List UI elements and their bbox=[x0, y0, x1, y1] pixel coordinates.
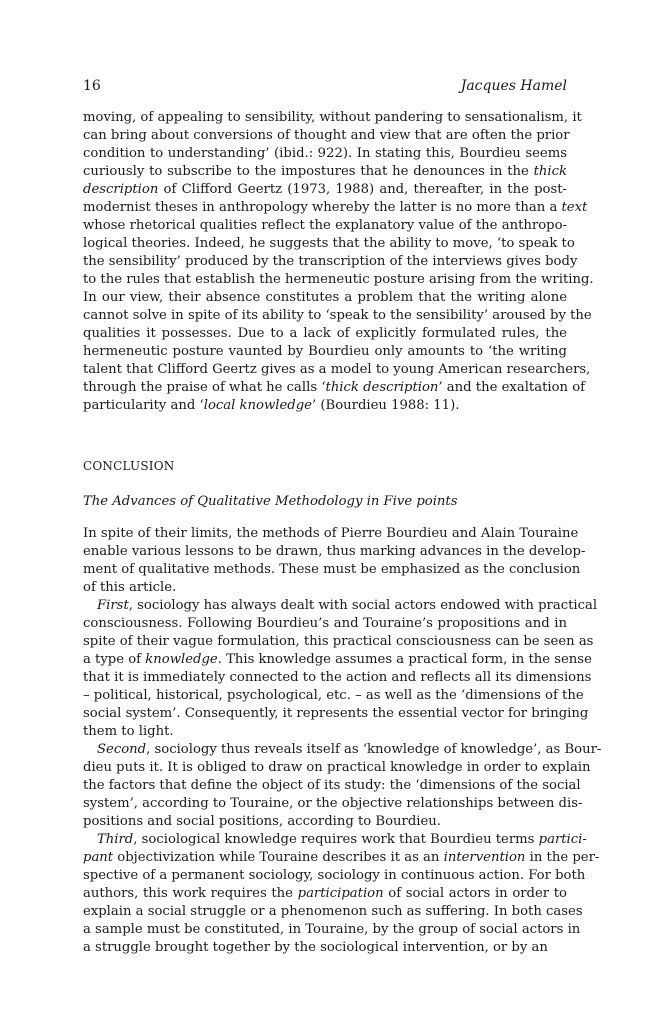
italic-term: local knowledge bbox=[203, 398, 312, 413]
paragraph bbox=[83, 109, 594, 415]
section-heading: CONCLUSION bbox=[83, 459, 175, 473]
italic-term: participation bbox=[297, 886, 384, 901]
text-line: the sensibility’ produced by the transcription of the interviews gives body bbox=[83, 254, 578, 269]
text-line: condition to understanding’ (ibid.: 922). In stating this, Bourdieu seems bbox=[83, 146, 567, 161]
text-line: dieu puts it. It is obliged to draw on practical knowledge in order to explain bbox=[83, 760, 591, 775]
text-line: spective of a permanent sociology, sociology in continuous action. For both bbox=[83, 868, 586, 883]
italic-term: text bbox=[561, 200, 588, 215]
text-line: that it is immediately connected to the action and reflects all its dimensions bbox=[83, 670, 592, 685]
text-line: particularity and ‘local knowledge’ (Bourdieu 1988: 11). bbox=[83, 398, 460, 413]
page-header bbox=[83, 70, 567, 94]
text-line: a struggle brought together by the sociological intervention, or by an bbox=[83, 940, 548, 955]
text-line: the factors that define the object of its study: the ‘dimensions of the social bbox=[83, 778, 581, 793]
text-line: through the praise of what he calls ‘thick description’ and the exaltation of bbox=[83, 380, 586, 395]
text-line: a sample must be constituted, in Touraine, by the group of social actors in bbox=[83, 922, 581, 937]
text-line: talent that Clifford Geertz gives as a model to young American researchers, bbox=[83, 362, 591, 377]
text-line: enable various lessons to be drawn, thus marking advances in the develop- bbox=[83, 544, 586, 559]
text-line: hermeneutic posture vaunted by Bourdieu only amounts to ‘the writing bbox=[83, 344, 567, 359]
text-line: moving, of appealing to sensibility, without pandering to sensationalism, it bbox=[83, 110, 582, 125]
text-line: In our view, their absence constitutes a problem that the writing alone bbox=[83, 290, 567, 305]
text-line: cannot solve in spite of its ability to ‘speak to the sensibility’ aroused by the bbox=[83, 308, 592, 323]
text-line: them to light. bbox=[83, 724, 174, 739]
text-line: qualities it possesses. Due to a lack of explicitly formulated rules, the bbox=[83, 326, 567, 341]
text-line: logical theories. Indeed, he suggests that the ability to move, ‘to speak to bbox=[83, 236, 575, 251]
italic-term: intervention bbox=[443, 850, 526, 865]
page-number: 16 bbox=[83, 78, 101, 94]
text-line: Second, sociology thus reveals itself as ‘knowledge of knowledge’, as Bour- bbox=[97, 742, 602, 757]
running-head: Jacques Hamel bbox=[460, 78, 567, 94]
text-line: social system’. Consequently, it represents the essential vector for bringing bbox=[83, 706, 589, 721]
italic-term: First bbox=[97, 598, 129, 613]
text-line: – political, historical, psychological, etc. – as well as the ‘dimensions of the bbox=[83, 688, 584, 703]
italic-term: thick bbox=[533, 164, 567, 179]
italic-term: pant bbox=[83, 850, 114, 865]
italic-term: thick description bbox=[325, 380, 439, 395]
italic-term: Second bbox=[97, 742, 147, 757]
italic-term: partici- bbox=[538, 832, 587, 847]
text-line: can bring about conversions of thought and view that are often the prior bbox=[83, 128, 570, 143]
text-line: authors, this work requires the participation of social actors in order to bbox=[83, 886, 567, 901]
text-line: modernist theses in anthropology whereby the latter is no more than a text bbox=[83, 200, 588, 215]
text-line: to the rules that establish the hermeneutic posture arising from the writing. bbox=[83, 272, 594, 287]
text-line: Third, sociological knowledge requires work that Bourdieu terms partici- bbox=[97, 832, 587, 847]
text-line: In spite of their limits, the methods of Pierre Bourdieu and Alain Touraine bbox=[83, 526, 579, 541]
text-line: explain a social struggle or a phenomenon such as suffering. In both cases bbox=[83, 904, 583, 919]
text-line: ment of qualitative methods. These must be emphasized as the conclusion bbox=[83, 562, 581, 577]
italic-term: Third bbox=[97, 832, 134, 847]
text-line: positions and social positions, according to Bourdieu. bbox=[83, 814, 441, 829]
body-text bbox=[83, 109, 602, 957]
text-line: spite of their vague formulation, this practical consciousness can be seen as bbox=[83, 634, 594, 649]
text-line: a type of knowledge. This knowledge assumes a practical form, in the sense bbox=[83, 652, 592, 667]
text-line: whose rhetorical qualities reflect the explanatory value of the anthropo- bbox=[83, 218, 567, 233]
paragraph bbox=[83, 597, 598, 741]
paragraph bbox=[83, 741, 602, 831]
text-line: system’, according to Touraine, or the objective relationships between dis- bbox=[83, 796, 583, 811]
paragraph bbox=[83, 525, 586, 597]
text-line: curiously to subscribe to the impostures that he denounces in the thick bbox=[83, 164, 567, 179]
text-line: of this article. bbox=[83, 580, 177, 595]
text-line: pant objectivization while Touraine describes it as an intervention in the per- bbox=[83, 850, 600, 865]
text-line: description of Clifford Geertz (1973, 1988) and, thereafter, in the post- bbox=[83, 182, 567, 197]
text-line: First, sociology has always dealt with social actors endowed with practical bbox=[97, 598, 598, 613]
text-line: consciousness. Following Bourdieu’s and Touraine’s propositions and in bbox=[83, 616, 567, 631]
page bbox=[83, 70, 602, 957]
italic-term: knowledge bbox=[145, 652, 218, 667]
subheading: The Advances of Qualitative Methodology in Five points bbox=[83, 494, 458, 509]
italic-term: description bbox=[83, 182, 159, 197]
paragraph bbox=[83, 831, 600, 957]
